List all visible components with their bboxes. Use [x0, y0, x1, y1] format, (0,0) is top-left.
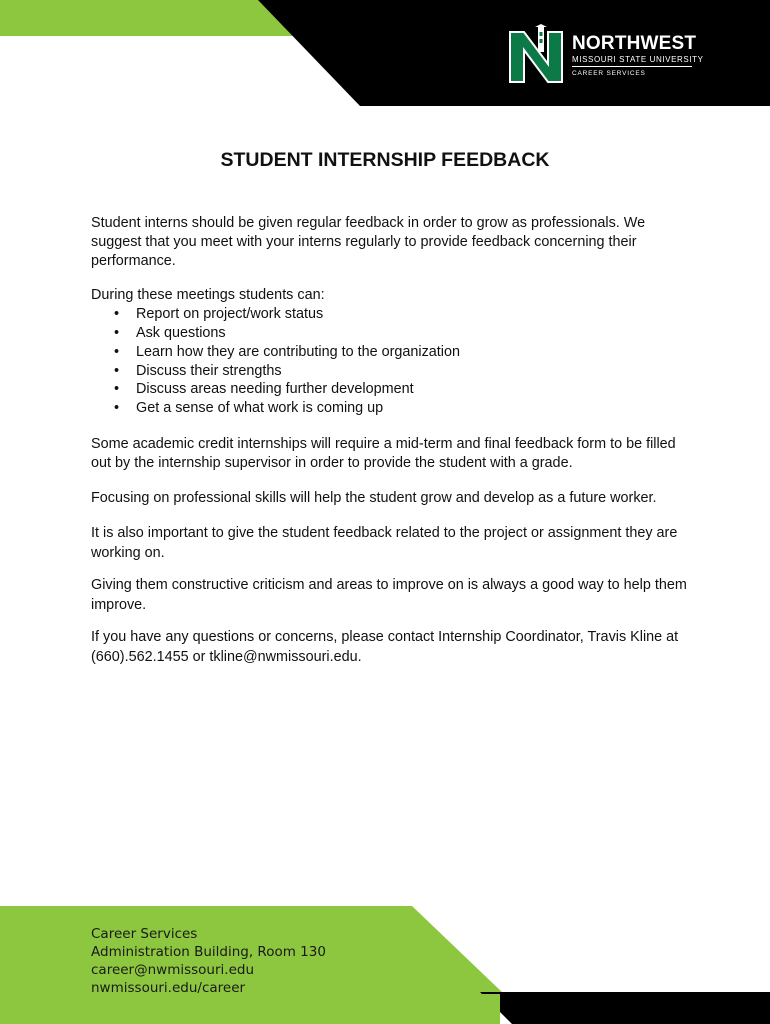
list-item: • Discuss areas needing further development — [114, 381, 414, 398]
list-item: • Get a sense of what work is coming up — [114, 400, 384, 417]
footer-contact — [91, 925, 326, 997]
criticism-paragraph: Giving them constructive criticism and areas to improve on is always a good way to help them improve. — [91, 577, 687, 614]
brand-subtitle: MISSOURI STATE UNIVERSITY — [572, 55, 692, 67]
document-body — [91, 214, 691, 679]
list-item: • Ask questions — [114, 324, 226, 341]
footer-green-base — [0, 994, 500, 1024]
meeting-activities-list — [91, 305, 691, 418]
northwest-n-logo-icon — [508, 24, 564, 84]
list-item: • Discuss their strengths — [114, 362, 282, 379]
footer-black-band — [480, 992, 770, 1024]
list-item: • Report on project/work status — [114, 306, 324, 323]
university-logo — [508, 24, 708, 86]
bullet-icon: • — [114, 324, 120, 341]
project-feedback-paragraph: It is also important to give the student feedback related to the project or assignment they are working on. — [91, 525, 678, 562]
brand-department: CAREER SERVICES — [572, 70, 646, 77]
bullet-icon: • — [114, 343, 120, 360]
contact-paragraph: If you have any questions or concerns, please contact Internship Coordinator, Travis Kline at (660).562.1455 or tkline@nwmissouri.edu. — [91, 629, 679, 666]
footer-website: nwmissouri.edu/career — [91, 980, 246, 996]
bullet-icon: • — [114, 400, 120, 417]
brand-name: NORTHWEST — [572, 33, 697, 54]
list-item: • Learn how they are contributing to the organization — [114, 343, 461, 360]
intro-paragraph: Student interns should be given regular feedback in order to grow as professionals. We suggest that you meet with your interns regularly to provide feedback concerning their performance. — [91, 215, 646, 269]
footer-email: career@nwmissouri.edu — [91, 962, 255, 978]
bullet-icon: • — [114, 381, 120, 398]
footer-department: Career Services — [91, 926, 198, 942]
bullet-icon: • — [114, 362, 120, 379]
skills-paragraph: Focusing on professional skills will help the student grow and develop as a future worker. — [91, 489, 657, 506]
list-heading: During these meetings students can: — [91, 287, 325, 304]
document-title: STUDENT INTERNSHIP FEEDBACK — [220, 149, 550, 171]
credit-paragraph: Some academic credit internships will require a mid-term and final feedback form to be filled out by the internship supervisor in order to provide the student with a grade. — [91, 435, 676, 471]
bullet-icon: • — [114, 306, 120, 323]
footer-address: Administration Building, Room 130 — [91, 944, 326, 960]
